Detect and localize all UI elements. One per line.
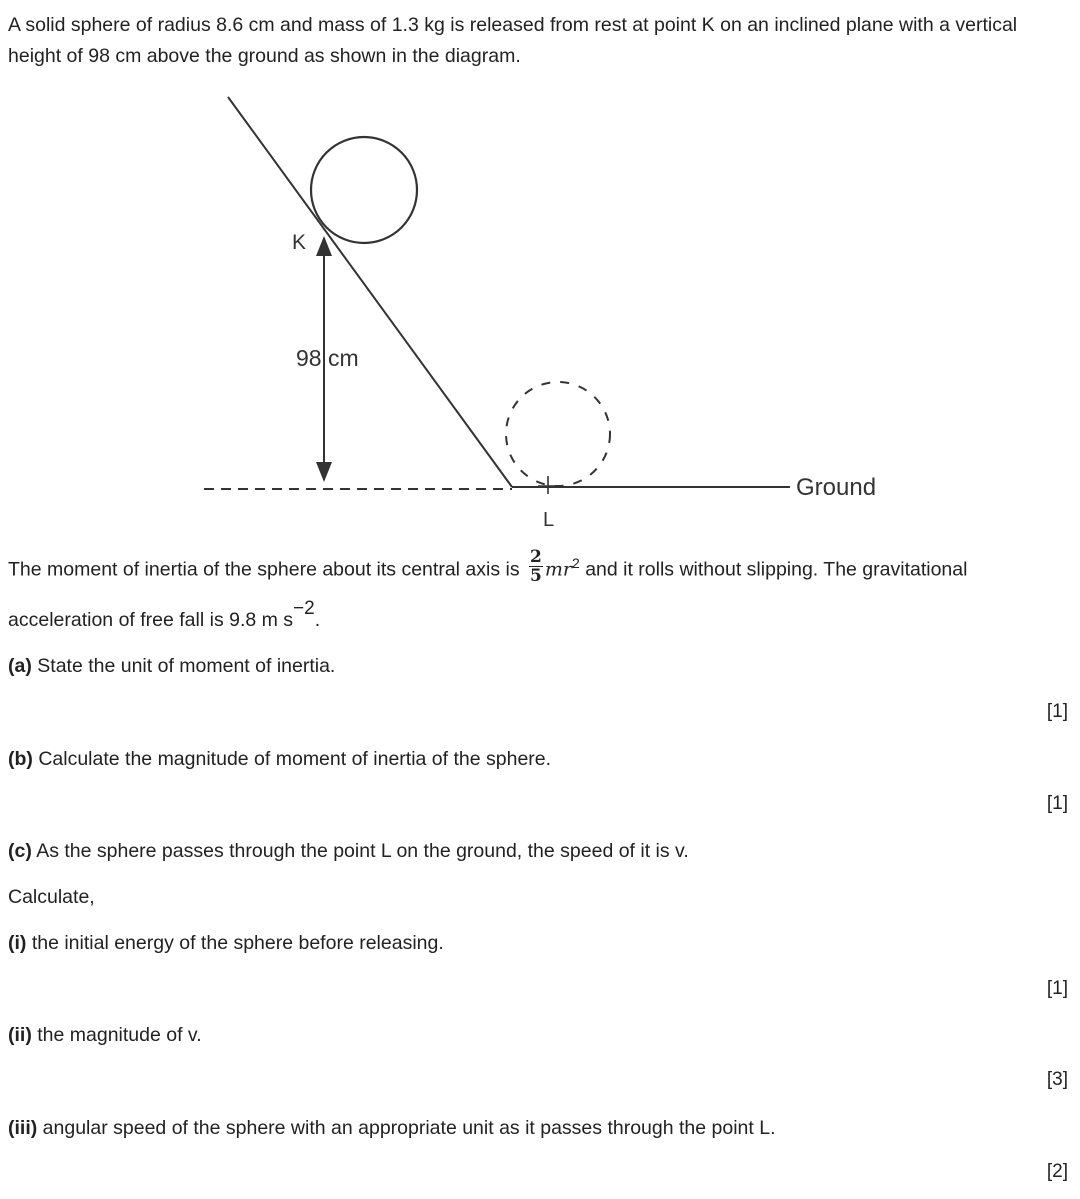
- question-text: the magnitude of v.: [37, 1024, 202, 1046]
- question-c-iii: [8, 1116, 776, 1140]
- question-part-label: (iii): [8, 1117, 38, 1139]
- question-b: [8, 747, 551, 771]
- inclined-plane-diagram: [0, 85, 900, 535]
- question-c-i: [8, 931, 444, 955]
- question-text: the initial energy of the sphere before releasing.: [31, 932, 444, 954]
- label-height: 98 cm: [296, 345, 359, 371]
- fraction-denominator: 5: [530, 566, 542, 586]
- math-expression: mr: [544, 558, 572, 581]
- label-k: K: [292, 231, 307, 254]
- question-text: angular speed of the sphere with an appropriate unit as it passes through the point L.: [42, 1117, 776, 1139]
- moment-text-before: The moment of inertia of the sphere about its central axis is: [8, 558, 520, 581]
- label-ground: Ground: [796, 474, 877, 501]
- acceleration-exponent: −2: [293, 598, 315, 619]
- mark-c-i: [1]: [1046, 978, 1068, 999]
- question-text: Calculate the magnitude of moment of inertia of the sphere.: [38, 748, 552, 770]
- mark-c-iii: [2]: [1046, 1161, 1068, 1182]
- question-intro: A solid sphere of radius 8.6 cm and mass of 1.3 kg is released from rest at point K on an inclined plane with a vertical height of 98 cm above the ground as shown in the diagram.: [8, 14, 1018, 67]
- mark-a: [1]: [1046, 701, 1068, 722]
- mark-c-ii: [3]: [1046, 1069, 1068, 1090]
- question-text: State the unit of moment of inertia.: [37, 655, 336, 677]
- question-a: [8, 654, 335, 678]
- fraction-two-fifths: [529, 548, 543, 585]
- question-part-label: (ii): [8, 1024, 32, 1046]
- acceleration-statement: [8, 598, 321, 636]
- math-exponent: 2: [571, 555, 580, 572]
- question-part-label: (c): [8, 840, 32, 862]
- acceleration-text: acceleration of free fall is 9.8 m s: [8, 609, 294, 631]
- fraction-numerator: 2: [530, 547, 542, 567]
- question-text: As the sphere passes through the point L on the ground, the speed of it is v.: [36, 840, 689, 862]
- incline-line: [228, 97, 512, 487]
- sphere-at-k: [311, 137, 417, 243]
- moment-text-after: and it rolls without slipping. The gravitational: [585, 558, 968, 581]
- sphere-at-l-dashed: [506, 382, 610, 486]
- acceleration-end: .: [314, 609, 321, 631]
- question-c-ii: [8, 1023, 202, 1047]
- question-part-label: (i): [8, 932, 27, 954]
- moment-of-inertia-statement: [8, 547, 1073, 589]
- label-l: L: [543, 509, 555, 531]
- calculate-instruction: Calculate,: [8, 886, 95, 908]
- mark-b: [1]: [1046, 793, 1068, 814]
- question-c: [8, 839, 689, 863]
- question-part-label: (a): [8, 655, 32, 677]
- question-part-label: (b): [8, 748, 33, 770]
